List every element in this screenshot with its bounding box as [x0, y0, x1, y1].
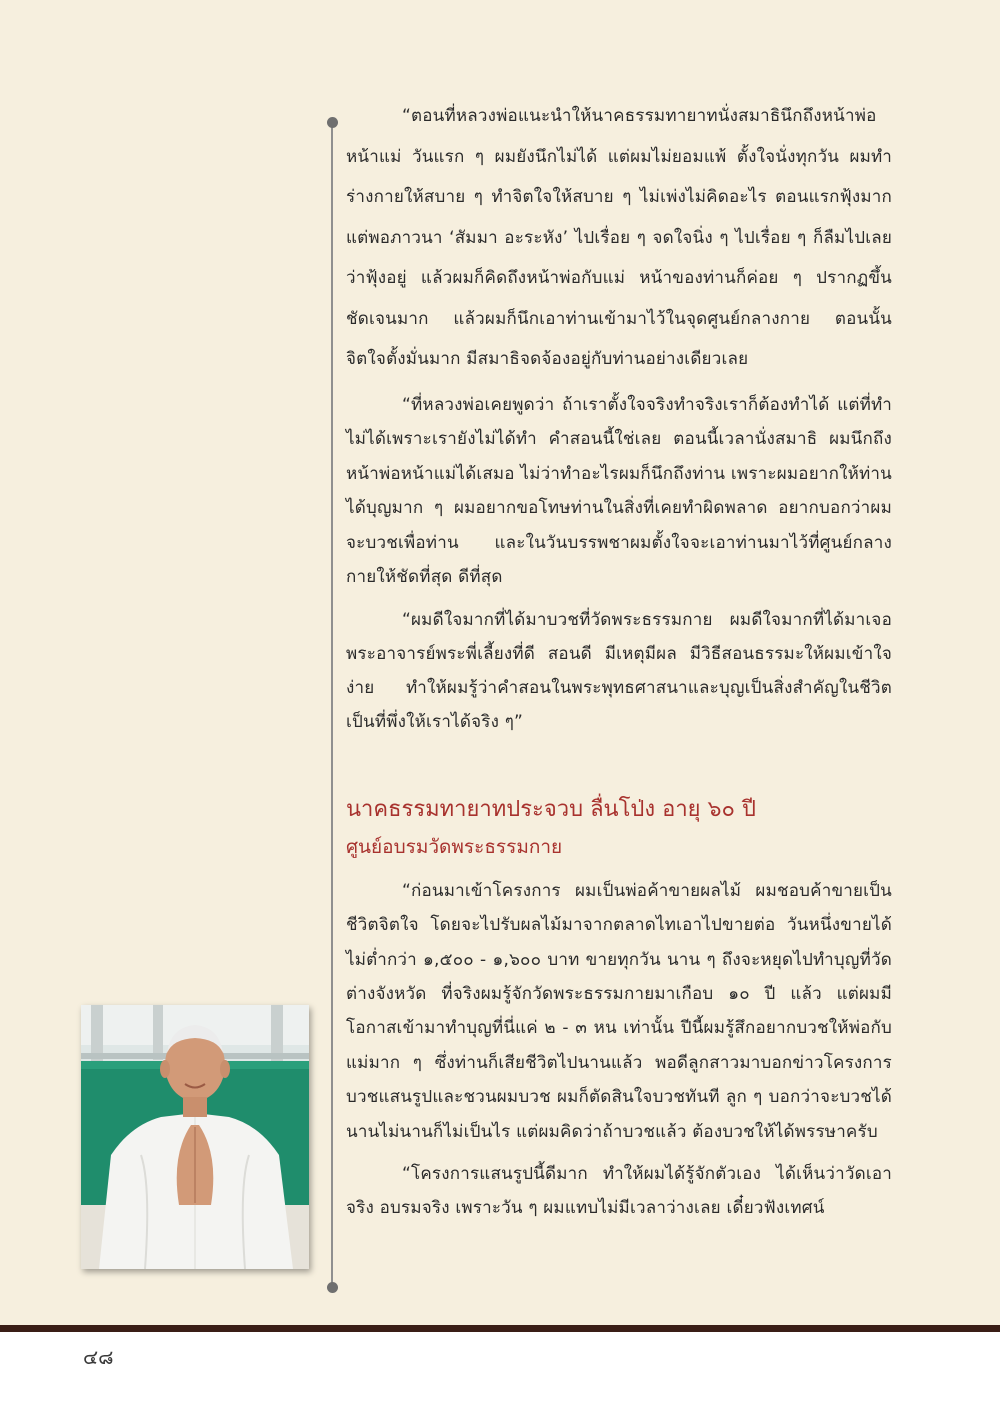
rule-bottom-dot [327, 1282, 338, 1293]
paragraph-5: “โครงการแสนรูปนี้ดีมาก ทำให้ผมได้รู้จักตัวเอง ได้เห็นว่าวัดเอาจริง อบรมจริง เพราะวัน ๆ ผมแทบไม่มีเวลาว่างเลย เดี๋ยวฟังเทศน์ [346, 1163, 892, 1219]
paragraph-3: “ผมดีใจมากที่ได้มาบวชที่วัดพระธรรมกาย ผมดีใจมากที่ได้มาเจอพระอาจารย์พระพี่เลี้ยงที่ดี สอนดี มีเหตุมีผล มีวิธีสอนธรรมะให้ผมเข้าใจง่าย ทำให้ผมรู้ว่าคำสอนในพระพุทธศาสนาและบุญเป็นสิ่งสำคัญในชีวิต เป็นที่พึ่งให้เราได้จริง ๆ” [346, 609, 892, 733]
profile-subheading: ศูนย์อบรมวัดพระธรรมกาย [346, 835, 563, 858]
footer-bar [0, 1325, 1000, 1332]
margin-rule [331, 122, 333, 1288]
rule-top-dot [327, 117, 338, 128]
page-number: ๔๘ [83, 1345, 114, 1369]
paragraph-1: “ตอนที่หลวงพ่อแนะนำให้นาคธรรมทายาทนั่งสมาธินึกถึงหน้าพ่อหน้าแม่ วันแรก ๆ ผมยังนึกไม่ได้ แต่ผมไม่ยอมแพ้ ตั้งใจนั่งทุกวัน ผมทำร่างกายให้สบาย ๆ ทำจิตใจให้สบาย ๆ ไม่เพ่งไม่คิดอะไร ตอนแรกฟุ้งมาก แต่พอภาวนา ‘สัมมา อะระหัง’ ไปเรื่อย ๆ จดใจนิ่ง ๆ ไปเรื่อย ๆ ก็ลืมไปเลยว่าฟุ้งอยู่ แล้วผมก็คิดถึงหน้าพ่อกับแม่ หน้าของท่านก็ค่อย ๆ ปรากฏขึ้นชัดเจนมาก แล้วผมก็นึกเอาท่านเข้ามาไว้ในจุดศูนย์กลางกาย ตอนนั้นจิตใจตั้งมั่นมาก มีสมาธิจดจ้องอยู่กับท่านอย่างเดียวเลย [346, 106, 892, 369]
portrait-photo [81, 1005, 309, 1269]
article-body [346, 96, 892, 1234]
paragraph-2: “ที่หลวงพ่อเคยพูดว่า ถ้าเราตั้งใจจริงทำจริงเราก็ต้องทำได้ แต่ที่ทำไม่ได้เพราะเรายังไม่ได้ทำ คำสอนนี้ใช่เลย ตอนนี้เวลานั่งสมาธิ ผมนึกถึงหน้าพ่อหน้าแม่ได้เสมอ ไม่ว่าทำอะไรผมก็นึกถึงท่าน เพราะผมอยากให้ท่านได้บุญมาก ๆ ผมอยากขอโทษท่านในสิ่งที่เคยทำผิดพลาด อยากบอกว่าผมจะบวชเพื่อท่าน และในวันบรรพชาผมตั้งใจจะเอาท่านมาไว้ที่ศูนย์กลางกายให้ชัดที่สุด ดีที่สุด [346, 394, 892, 587]
paragraph-4: “ก่อนมาเข้าโครงการ ผมเป็นพ่อค้าขายผลไม้ ผมชอบค้าขายเป็นชีวิตจิตใจ โดยจะไปรับผลไม้มาจากตลาดไทเอาไปขายต่อ วันหนึ่งขายได้ไม่ต่ำกว่า ๑,๕๐๐ - ๑,๖๐๐ บาท ขายทุกวัน นาน ๆ ถึงจะหยุดไปทำบุญที่วัดต่างจังหวัด ที่จริงผมรู้จักวัดพระธรรมกายมาเกือบ ๑๐ ปี แล้ว แต่ผมมีโอกาสเข้ามาทำบุญที่นี่แค่ ๒ - ๓ หน เท่านั้น ปีนี้ผมรู้สึกอยากบวชให้พ่อกับแม่มาก ๆ ซึ่งท่านก็เสียชีวิตไปนานแล้ว พอดีลูกสาวมาบอกข่าวโครงการบวชแสนรูปและชวนผมบวช ผมก็ตัดสินใจบวชทันที ลูก ๆ บอกว่าจะบวชได้นานไม่นานก็ไม่เป็นไร แต่ผมคิดว่าถ้าบวชแล้ว ต้องบวชให้ได้พรรษาครับ [346, 880, 892, 1142]
profile-heading: นาคธรรมทายาทประจวบ ลื่นโป่ง อายุ ๖๐ ปี [346, 796, 756, 822]
